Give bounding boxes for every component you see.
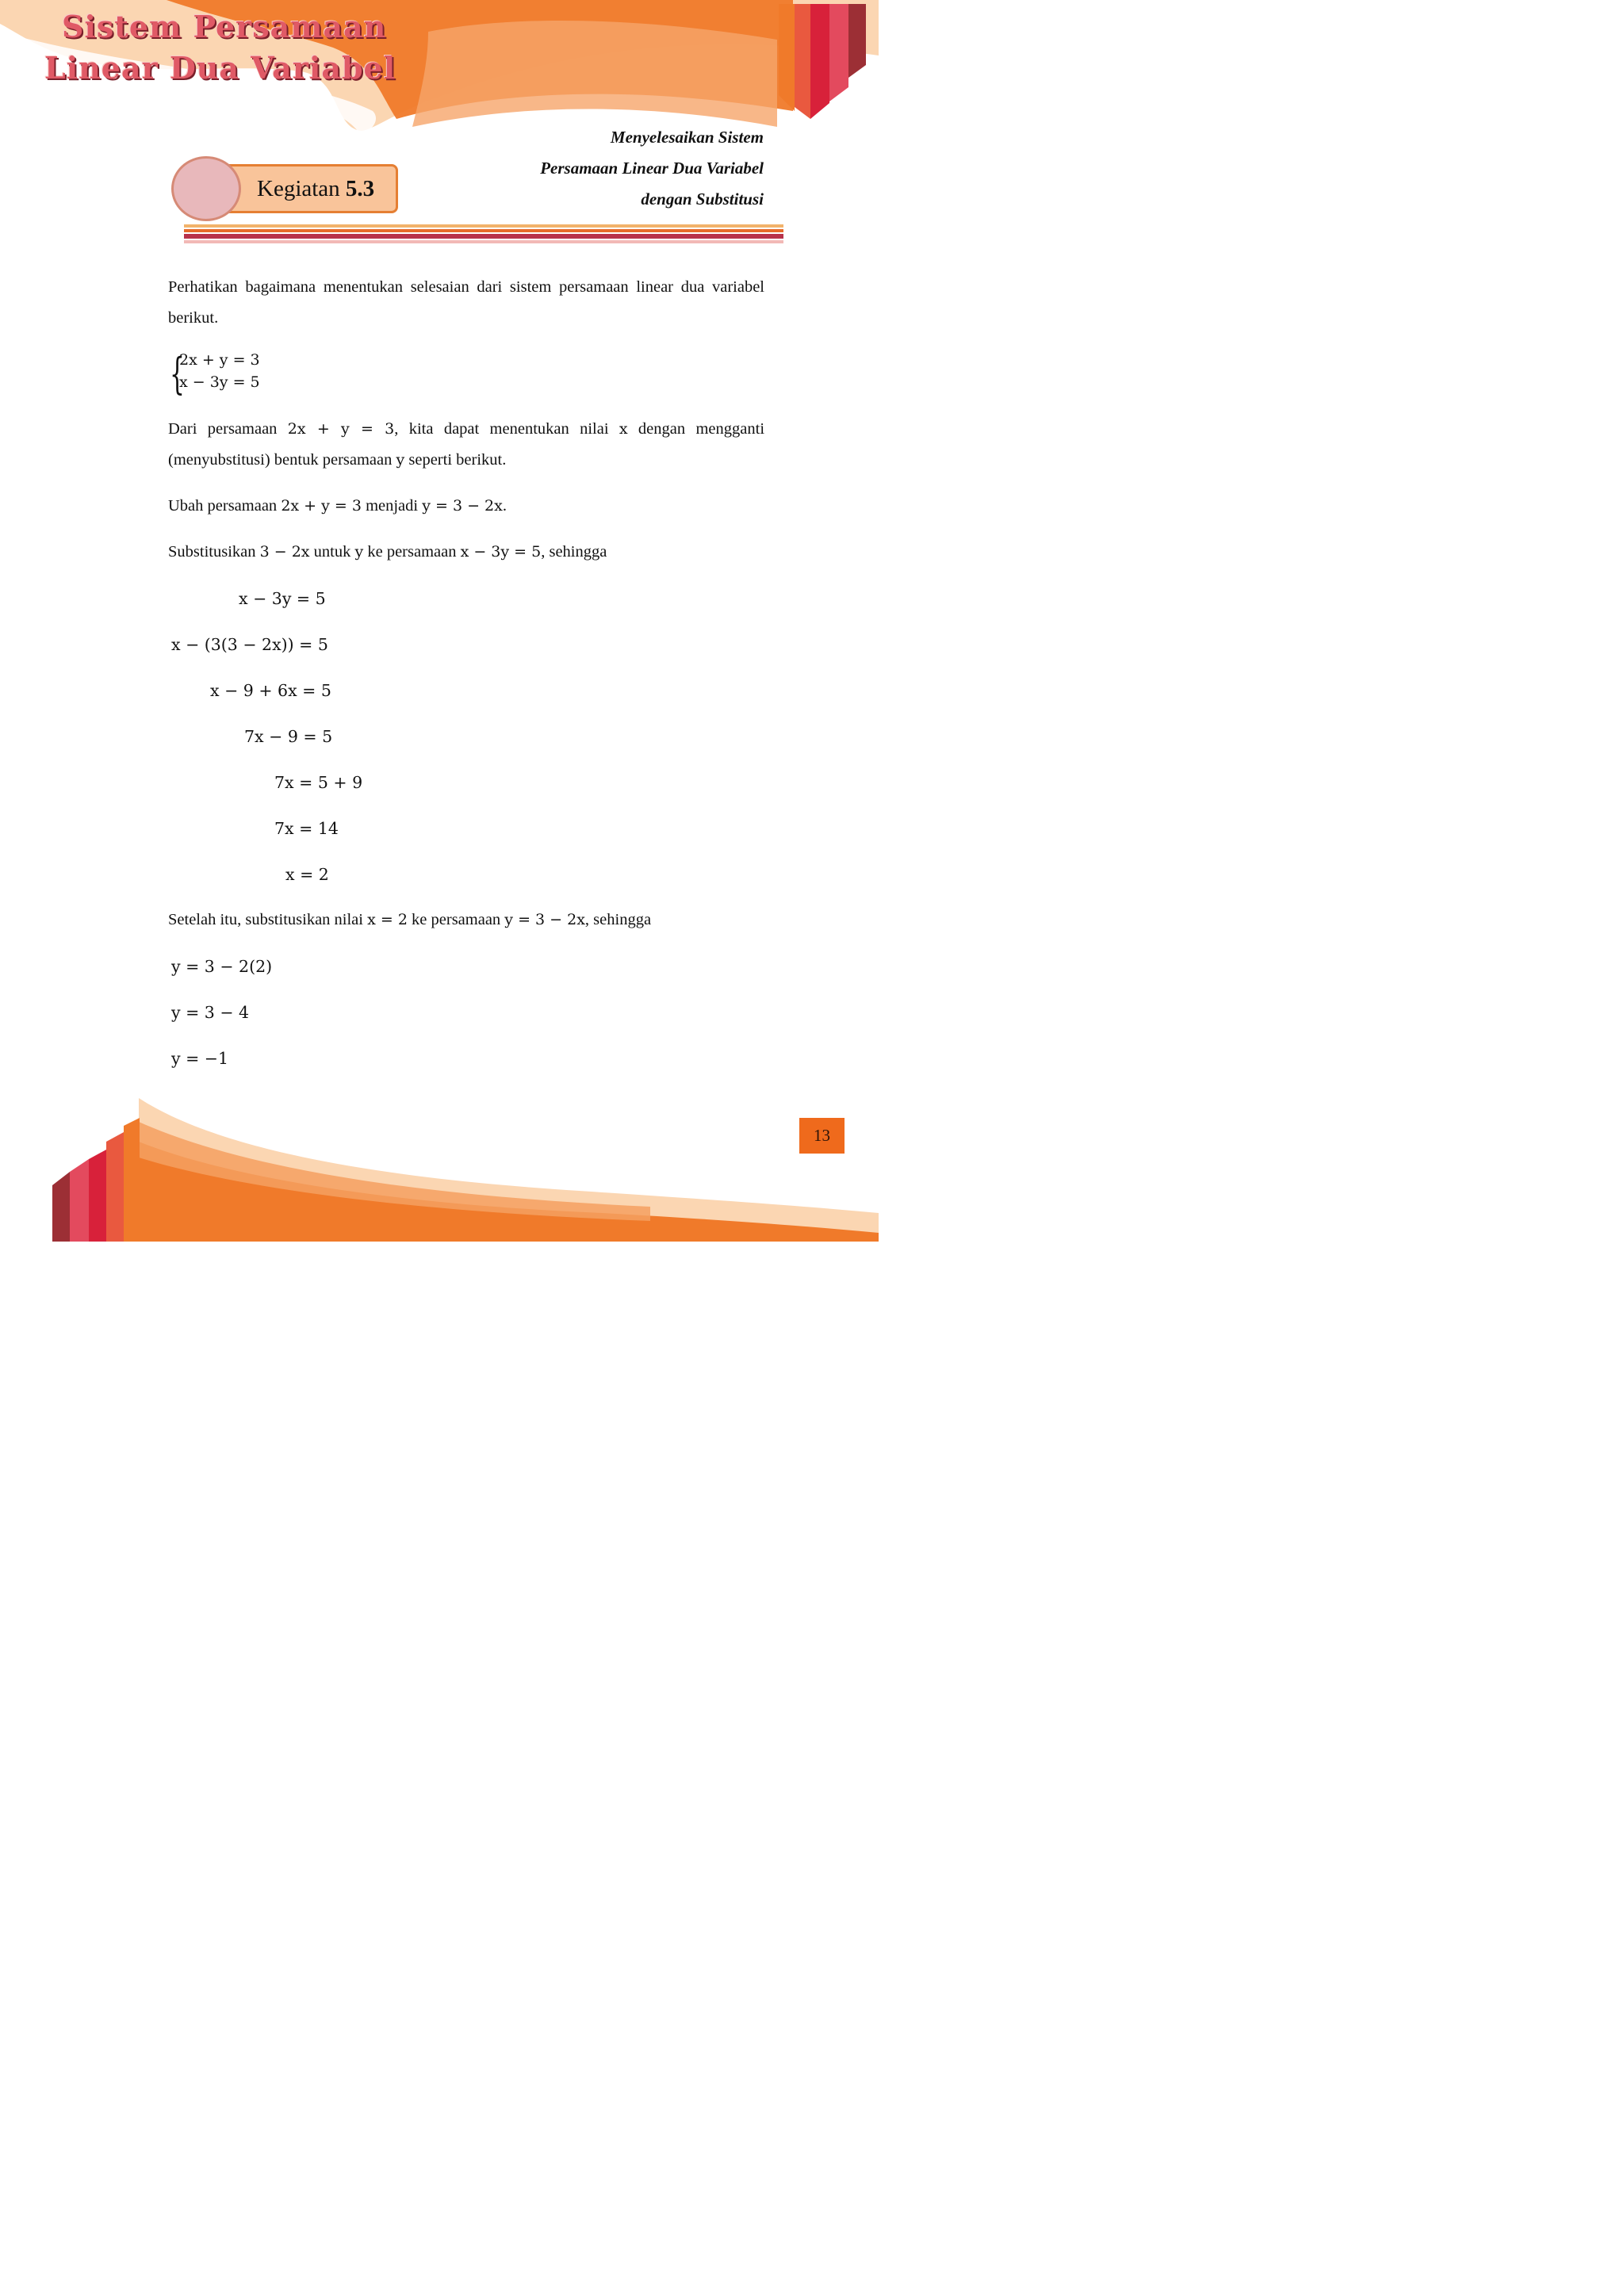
p5-text-b: ke persamaan: [407, 911, 505, 928]
system-equation-2: x − 3y = 5: [179, 373, 260, 391]
p4-variable-y: y: [354, 543, 364, 561]
paragraph-substitute: [168, 537, 764, 568]
subtopic-line-1: Menyelesaikan Sistem: [610, 128, 764, 147]
activity-word: Kegiatan: [257, 176, 340, 201]
p2-variable-y: y: [396, 451, 405, 469]
p4-text-c: ke persamaan: [363, 543, 461, 561]
step-x-6: 7x = 14: [274, 819, 339, 838]
p4-expression: 3 − 2x: [259, 543, 310, 561]
paragraph-substitute-x: [168, 905, 764, 936]
p2-equation: 2x + y = 3: [287, 420, 395, 438]
p4-text-a: Substitusikan: [168, 543, 260, 561]
p3-text-a: Ubah persamaan: [168, 497, 282, 515]
paragraph-substitution-intro: [168, 414, 764, 476]
bottom-stripe-4: [106, 1132, 124, 1242]
page-number: 13: [799, 1118, 845, 1154]
system-equation-1: 2x + y = 3: [179, 351, 260, 369]
step-x-7: x = 2: [285, 865, 329, 884]
subtopic-line-2: Persamaan Linear Dua Variabel: [540, 159, 764, 178]
top-stripe-2: [795, 4, 810, 119]
bottom-stripe-1: [52, 1172, 70, 1242]
activity-number: 5.3: [345, 176, 375, 201]
p5-equation-1: x = 2: [367, 911, 408, 928]
step-x-2: x − (3(3 − 2x)) = 5: [171, 635, 328, 654]
intro-paragraph: Perhatikan bagaimana menentukan selesaian dari sistem persamaan linear dua variabel berikut.: [168, 278, 764, 327]
p2-text-a: Dari persamaan: [168, 420, 288, 438]
p5-equation-2: y = 3 − 2x: [504, 911, 585, 928]
top-stripe-4: [829, 4, 848, 101]
step-y-1: y = 3 − 2(2): [171, 957, 273, 976]
subtopic-line-3: dengan Substitusi: [641, 189, 764, 209]
bottom-stripe-3: [89, 1150, 106, 1242]
top-banner-light: [412, 21, 777, 127]
p2-variable-x: x: [619, 420, 628, 438]
system-brace: {: [170, 349, 185, 399]
step-x-4: 7x − 9 = 5: [244, 727, 333, 746]
p2-text-d: seperti berikut.: [404, 451, 507, 469]
activity-badge-circle: [171, 156, 241, 221]
p4-text-b: untuk: [309, 543, 355, 561]
p2-text-c: dengan mengganti (menyubstitusi) bentuk persamaan: [168, 420, 765, 469]
p3-text-b: menjadi: [361, 497, 423, 515]
step-x-1: x − 3y = 5: [239, 589, 326, 608]
book-title-line-1: Sistem Persamaan: [62, 9, 387, 44]
step-x-3: x − 9 + 6x = 5: [210, 681, 331, 700]
p3-equation-2: y = 3 − 2x: [422, 497, 503, 515]
p4-equation: x − 3y = 5: [460, 543, 542, 561]
p5-text-a: Setelah itu, substitusikan nilai: [168, 911, 368, 928]
top-stripe-1: [779, 4, 795, 111]
p3-equation-1: 2x + y = 3: [281, 497, 362, 515]
bottom-stripe-5: [124, 1118, 140, 1242]
p3-text-c: .: [502, 497, 507, 515]
step-y-3: y = −1: [171, 1049, 229, 1068]
book-title-line-2: Linear Dua Variabel: [44, 50, 396, 86]
activity-label: [257, 174, 374, 203]
p4-text-d: , sehingga: [541, 543, 607, 561]
step-x-5: 7x = 5 + 9: [274, 773, 363, 792]
top-stripe-3: [810, 4, 829, 119]
subtopic-heading: [478, 122, 764, 215]
p2-text-b: , kita dapat menentukan nilai: [394, 420, 619, 438]
bottom-stripe-2: [70, 1159, 89, 1242]
paragraph-rearrange: [168, 491, 764, 522]
book-title: [44, 6, 396, 89]
top-stripe-5: [848, 4, 866, 78]
p5-text-c: , sehingga: [584, 911, 652, 928]
step-y-2: y = 3 − 4: [171, 1003, 250, 1022]
section-separator: [184, 224, 783, 248]
